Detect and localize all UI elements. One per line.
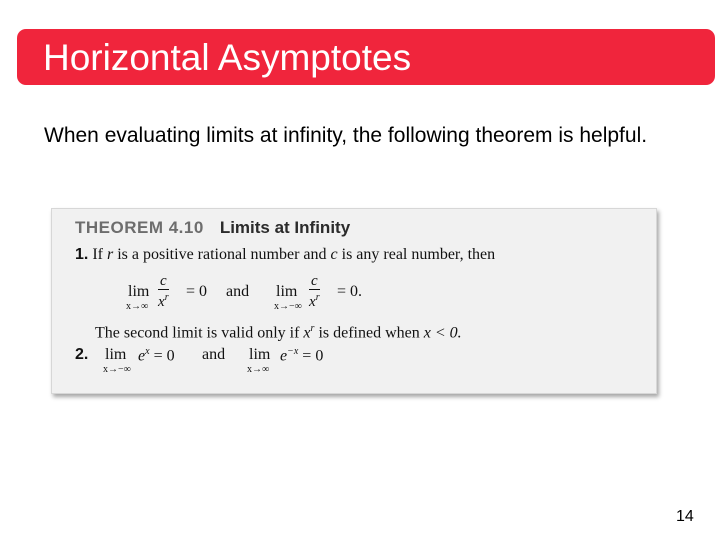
theorem-box bbox=[51, 208, 657, 394]
title-bar bbox=[17, 29, 715, 85]
item-1-var-r: r bbox=[107, 246, 114, 263]
limit-4 bbox=[247, 346, 271, 375]
second-limit-text-a: The second limit is valid only if bbox=[95, 324, 300, 342]
limit-3-exp: x bbox=[145, 346, 150, 357]
fraction-2-den: x bbox=[309, 294, 316, 310]
limit-1-result: = 0 bbox=[186, 283, 208, 300]
second-limit-exp: r bbox=[310, 323, 315, 334]
theorem-number: THEOREM 4.10 bbox=[75, 218, 204, 237]
limit-4-result: = 0 bbox=[302, 347, 324, 365]
limit-3-expression bbox=[138, 346, 175, 365]
limit-4-word: lim bbox=[249, 346, 271, 363]
page-number: 14 bbox=[676, 508, 694, 525]
limit-2 bbox=[274, 283, 302, 312]
limit-3-word: lim bbox=[105, 346, 127, 363]
second-limit-text-b: is defined when bbox=[318, 324, 420, 342]
limit-1-word: lim bbox=[128, 283, 150, 300]
item-1-var-c: c bbox=[330, 246, 338, 263]
limit-4-expression bbox=[280, 346, 323, 365]
and-word-1: and bbox=[226, 283, 250, 300]
limit-2-word: lim bbox=[276, 283, 298, 300]
theorem-heading bbox=[75, 218, 350, 238]
item-1-text-a: If bbox=[92, 246, 103, 263]
fraction-2 bbox=[309, 273, 320, 310]
limit-1 bbox=[126, 283, 150, 312]
fraction-1 bbox=[158, 273, 169, 310]
item-1-text-c: is any real number, then bbox=[341, 246, 496, 263]
limit-4-exp: −x bbox=[287, 346, 299, 357]
limit-3-base: e bbox=[138, 347, 146, 365]
intro-text: When evaluating limits at infinity, the following theorem is helpful. bbox=[44, 124, 648, 147]
second-limit-x: x bbox=[303, 324, 311, 342]
fraction-2-exp: r bbox=[315, 292, 320, 303]
limit-3-sub: x→−∞ bbox=[103, 364, 131, 375]
limit-2-result: = 0. bbox=[337, 283, 363, 300]
item-1-text-b: is a positive rational number and bbox=[117, 246, 327, 263]
theorem-item-1 bbox=[75, 245, 495, 265]
fraction-1-exp: r bbox=[164, 292, 169, 303]
fraction-1-num: c bbox=[160, 273, 167, 289]
limit-3-result: = 0 bbox=[153, 347, 175, 365]
item-1-number: 1. bbox=[75, 246, 89, 263]
second-limit-condition: x < 0. bbox=[423, 324, 462, 342]
second-limit-note bbox=[95, 319, 462, 343]
theorem-name: Limits at Infinity bbox=[219, 218, 351, 237]
fraction-2-num: c bbox=[311, 273, 318, 289]
limit-1-sub: x→∞ bbox=[126, 301, 149, 312]
limit-2-sub: x→−∞ bbox=[274, 301, 302, 312]
limit-4-base: e bbox=[280, 347, 288, 365]
fraction-1-den: x bbox=[158, 294, 165, 310]
limit-4-sub: x→∞ bbox=[247, 364, 270, 375]
limit-3 bbox=[103, 346, 131, 375]
item-2-number: 2. bbox=[75, 346, 89, 363]
and-word-2: and bbox=[202, 346, 226, 363]
slide-title: Horizontal Asymptotes bbox=[43, 37, 412, 78]
